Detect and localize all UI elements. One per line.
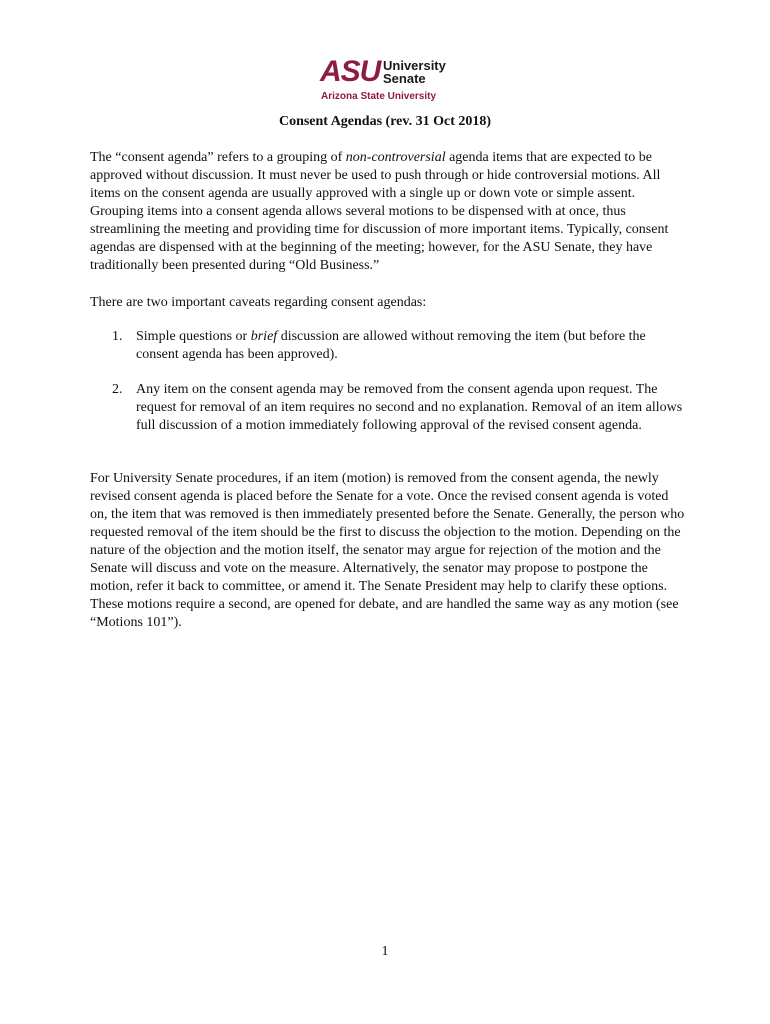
intro-text-start: The “consent agenda” refers to a grouping of (90, 150, 346, 165)
logo-mark: ASU (320, 55, 381, 88)
logo-subtitle: Arizona State University (321, 91, 437, 102)
caveat-number: 1. (112, 329, 123, 344)
caveats-intro-paragraph: There are two important caveats regarding consent agendas: (90, 295, 427, 310)
caveat-number: 2. (112, 382, 123, 397)
asu-university-senate-logo (320, 57, 455, 105)
intro-emphasis: non-controversial (345, 150, 446, 165)
caveat-text-start: Simple questions or (136, 329, 251, 344)
caveat-text-end: discussion are allowed without removing the item (but before the consent agenda has been approved). (136, 329, 646, 362)
intro-paragraph (90, 149, 685, 275)
document-title: Consent Agendas (rev. 31 Oct 2018) (278, 114, 492, 129)
caveat-item (90, 328, 685, 364)
intro-text-end: agenda items that are expected to be approved without discussion. It must never be used to push through or hide controversial motions. All items on the consent agenda are usually approved with a single up or down vote or simple assent. Grouping items into a consent agenda allows several motions to be dispensed with at once, thus streamlining the meeting and providing time for discussion of more important items. Typically, consent agendas are dispensed with at the beginning of the meeting; however, for the ASU Senate, they have traditionally been presented during “Old Business.” (90, 150, 669, 273)
caveat-list-1 (90, 328, 685, 364)
procedures-paragraph: For University Senate procedures, if an item (motion) is removed from the consent agenda, the newly revised consent agenda is placed before the Senate for a vote. Once the revised consent agenda is voted on, the item that was removed is then immediately presented before the Senate. Generally, the person who requested removal of the item should be the first to discuss the objection to the motion. Depending on the nature of the objection and the motion itself, the senator may argue for rejection of the motion and the Senate will discuss and vote on the measure. Alternatively, the senator may propose to postpone the motion, refer it back to committee, or amend it. The Senate President may help to clarify these options. These motions require a second, are opened for debate, and are handled the same way as any motion (see “Motions 101”). (90, 471, 685, 630)
caveat-list-2 (90, 381, 685, 435)
logo-line-senate: Senate (383, 71, 426, 86)
caveat-emphasis: brief (250, 329, 278, 344)
caveat-text-start: Any item on the consent agenda may be removed from the consent agenda upon request. The request for removal of an item requires no second and no explanation. Removal of an item allows full discussion of a motion immediately following approval of the revised consent agenda. (136, 382, 683, 433)
caveat-item (90, 381, 685, 435)
logo-line-university: University (383, 58, 446, 73)
page-number: 1 (381, 944, 389, 959)
